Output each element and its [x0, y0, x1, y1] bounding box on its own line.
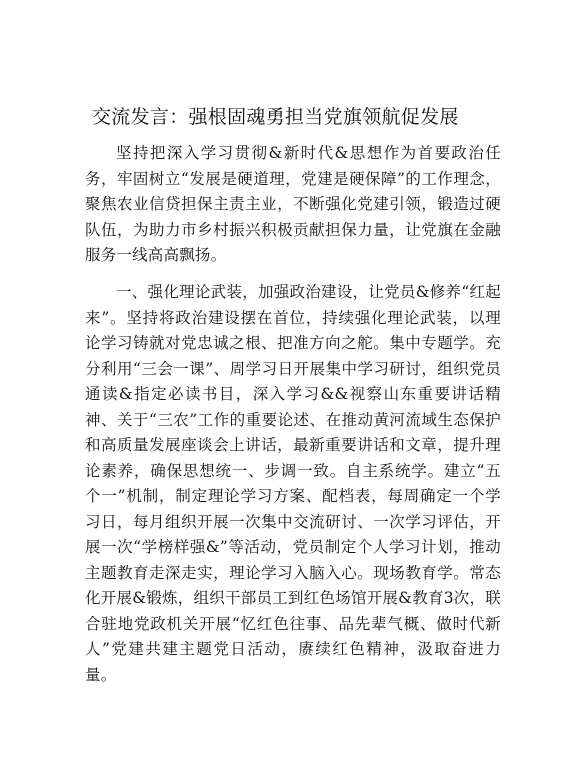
section-one: [85, 280, 501, 688]
intro-section: [85, 141, 501, 269]
intro-paragraph: 坚持把深入学习贯彻&新时代&思想作为首要政治任务，牢固树立“发展是硬道理，党建是硬保障”的工作理念，聚焦农业信贷担保主责主业，不断强化党建引领，锻造过硬队伍，为助力市乡村振兴积极贡献担保力量，让党旗在金融服务一线高高飘扬。: [85, 144, 501, 264]
document-title: 交流发言：强根固魂勇担当党旗领航促发展: [92, 106, 459, 128]
section-one-paragraph: 一、强化理论武装，加强政治建设，让党员&修养“红起来”。坚持将政治建设摆在首位，持续强化理论武装，以理论学习铸就对党忠诚之根、把准方向之舵。集中专题学。充分利用“三会一课”、周学习日开展集中学习研讨，组织党员通读&指定必读书目，深入学习&&视察山东重要讲话精神、关于“三农”工作的重要论述、在推动黄河流域生态保护和高质量发展座谈会上讲话，最新重要讲话和文章，提升理论素养，确保思想统一、步调一致。自主系统学。建立“五个一”机制，制定理论学习方案、配档表，每周确定一个学习日，每月组织开展一次集中交流研讨、一次学习评估，开展一次“学榜样强&”等活动，党员制定个人学习计划，推动主题教育走深走实，理论学习入脑入心。现场教育学。常态化开展&锻炼，组织干部员工到红色场馆开展&教育3次，联合驻地党政机关开展“忆红色往事、品先辈气概、做时代新人”党建共建主题党日活动，赓续红色精神，汲取奋进力量。: [85, 283, 501, 684]
